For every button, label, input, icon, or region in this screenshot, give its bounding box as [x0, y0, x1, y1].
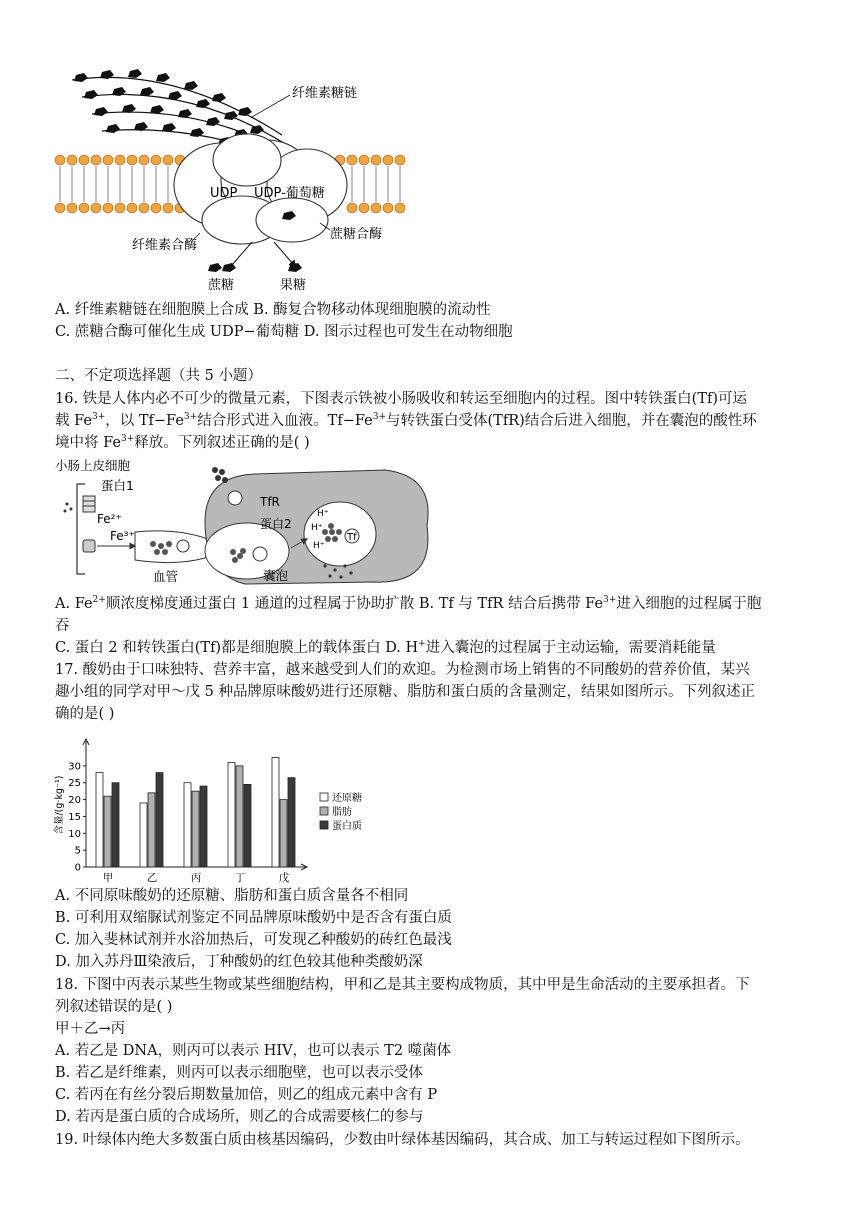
x-tick-label: 乙	[146, 872, 158, 884]
q18-option-d: D. 若丙是蛋白质的合成场所，则乙的合成需要核仁的参与	[55, 1109, 424, 1125]
label-protein2: 蛋白2	[260, 517, 292, 531]
bar	[236, 766, 243, 867]
q18-stem-line1: 18. 下图中丙表示某些生物或某些细胞结构，甲和乙是其主要构成物质，其中甲是生命活动的主要承担者。下	[55, 977, 750, 993]
q18-option-a: A. 若乙是 DNA，则丙可以表示 HIV，也可以表示 T2 噬菌体	[55, 1043, 452, 1059]
label-blood-vessel: 血管	[153, 569, 179, 584]
label-udp-glucose: UDP-葡萄糖	[254, 186, 325, 201]
bar	[104, 796, 111, 867]
legend-swatch	[320, 821, 328, 829]
q18-option-b: B. 若乙是纤维素，则丙可以表示细胞壁，也可以表示受体	[55, 1065, 423, 1081]
label-sucrose-synthase: 蔗糖合酶	[330, 227, 383, 242]
y-axis-label: 含量/(g·kg⁻¹)	[54, 775, 65, 835]
y-tick-label: 30	[68, 761, 81, 773]
q17-option-b: B. 可利用双缩脲试剂鉴定不同品牌原味酸奶中是否含有蛋白质	[55, 910, 452, 926]
y-tick-label: 20	[68, 795, 81, 807]
q18-option-c: C. 若丙在有丝分裂后期数量加倍，则乙的组成元素中含有 P	[55, 1087, 438, 1103]
section-heading: 二、不定项选择题（共 5 小题）	[55, 368, 262, 384]
bar	[192, 791, 199, 867]
q19-stem-line1: 19. 叶绿体内绝大多数蛋白质由核基因编码，少数由叶绿体基因编码，其合成、加工与转运过程如下图所示。	[55, 1132, 750, 1148]
label-intestinal-cell: 小肠上皮细胞	[55, 458, 131, 473]
bar	[272, 757, 279, 867]
y-tick-label: 0	[74, 862, 81, 874]
label-protein1: 蛋白1	[101, 478, 134, 493]
q16-option-b-cont: 吞	[55, 618, 70, 634]
bar	[148, 793, 155, 867]
legend-swatch	[320, 793, 328, 801]
y-tick-label: 15	[68, 811, 81, 823]
legend-swatch	[320, 807, 328, 815]
bar	[280, 800, 287, 867]
q17-stem-line1: 17. 酸奶由于口味独特、营养丰富，越来越受到人们的欢迎。为检测市场上销售的不同酸奶的营养价值，某兴	[55, 662, 750, 678]
q17-option-a: A. 不同原味酸奶的还原糖、脂肪和蛋白质含量各不相同	[55, 888, 409, 904]
bar	[112, 783, 119, 867]
q17-option-c: C. 加入斐林试剂并水浴加热后，可发现乙种酸奶的砖红色最浅	[55, 932, 452, 948]
y-tick-label: 25	[68, 778, 81, 790]
q16-stem-line3: 境中将 $Fe^{3+}$释放。下列叙述正确的是( )	[55, 434, 310, 451]
label-tfr: TfR	[260, 495, 280, 509]
x-tick-label: 戊	[278, 872, 290, 884]
cellulose-synthase-figure	[52, 45, 412, 295]
label-tf: Tf	[347, 532, 357, 543]
label-vesicle: 囊泡	[263, 568, 289, 583]
legend-label: 脂肪	[332, 807, 352, 818]
label-h1: H⁺	[317, 509, 329, 519]
label-fructose: 果糖	[280, 278, 307, 293]
q17-stem-line2: 趣小组的同学对甲～戊 5 种品牌原味酸奶进行还原糖、脂肪和蛋白质的含量测定，结果如图所示。下列叙述正	[55, 684, 755, 700]
label-sucrose: 蔗糖	[208, 278, 235, 293]
q18-formula: 甲＋乙→丙	[55, 1021, 126, 1037]
x-tick-label: 甲	[102, 872, 114, 884]
q17-stem-line3: 确的是( )	[55, 706, 115, 722]
label-h2: H⁺	[311, 523, 323, 533]
label-fe2: Fe²⁺	[97, 512, 122, 526]
bar	[184, 783, 191, 867]
q15-options-cd: C. 蔗糖合酶可催化生成 UDP−葡萄糖 D. 图示过程也可发生在动物细胞	[55, 324, 513, 340]
y-tick-label: 10	[68, 828, 81, 840]
x-tick-label: 丙	[190, 872, 202, 884]
label-h3: H⁺	[313, 541, 325, 551]
label-cellulose-chain: 纤维素糖链	[292, 86, 358, 101]
bar	[96, 773, 103, 867]
q16-stem-line1: 16. 铁是人体内必不可少的微量元素，下图表示铁被小肠吸收和转运至细胞内的过程。图中转铁蛋白(Tf)可运	[55, 391, 748, 407]
q16-option-ab: A. $Fe^{2+}$顺浓度梯度通过蛋白 1 通道的过程属于协助扩散 B. Tf 与 TfR 结合后携带 $Fe^{3+}$进入细胞的过程属于胞	[55, 595, 762, 612]
bar	[228, 762, 235, 867]
bar	[288, 778, 295, 867]
iron-transport-figure	[55, 456, 445, 586]
q18-stem-line2: 列叙述错误的是( )	[55, 999, 173, 1015]
x-tick-label: 丁	[234, 872, 246, 884]
q15-options-ab: A. 纤维素糖链在细胞膜上合成 B. 酶复合物移动体现细胞膜的流动性	[55, 302, 491, 318]
q17-option-d: D. 加入苏丹Ⅲ染液后，丁种酸奶的红色较其他种类酸奶深	[55, 954, 423, 970]
label-fe3: Fe³⁺	[110, 529, 135, 543]
label-udp: UDP	[210, 186, 238, 201]
q16-option-cd: C. 蛋白 2 和转铁蛋白(Tf)都是细胞膜上的载体蛋白 D. H+进入囊泡的过程属于主动运输，需要消耗能量	[55, 639, 716, 656]
legend-label: 还原糖	[332, 793, 362, 804]
y-tick-label: 5	[74, 845, 81, 857]
nutrient-bar-chart	[52, 735, 412, 885]
bar	[244, 784, 251, 867]
bar	[200, 786, 207, 867]
bar	[140, 803, 147, 867]
legend-label: 蛋白质	[332, 821, 362, 832]
label-cellulose-synthase: 纤维素合酶	[132, 238, 198, 253]
q16-stem-line2: 载 $Fe^{3+}$，以 $Tf-Fe^{3+}$结合形式进入血液。$Tf-Fe^{3+}$与转铁蛋白受体(TfR)结合后进入细胞，并在囊泡的酸性环	[55, 412, 757, 429]
bar	[156, 773, 163, 867]
